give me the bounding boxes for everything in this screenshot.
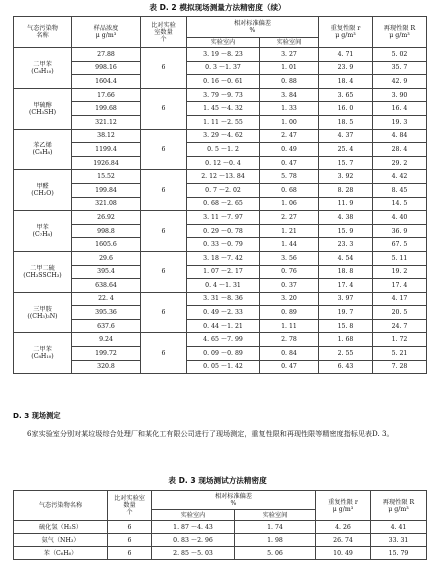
- reproducibility-cell: 28. 4: [373, 143, 427, 157]
- header-between-lab: 实验室间: [260, 38, 319, 48]
- within-lab-cell: 1. 87 ～4. 43: [152, 521, 235, 534]
- between-lab-cell: 0. 89: [260, 306, 319, 320]
- reproducibility-cell: 4. 40: [373, 211, 427, 225]
- pollutant-cell: [14, 170, 72, 211]
- reproducibility-cell: 8. 45: [373, 183, 427, 197]
- within-lab-cell: 0. 29 ～0. 78: [187, 224, 260, 238]
- within-lab-cell: 0. 44 ～1. 21: [187, 319, 260, 333]
- table-row: [14, 306, 427, 320]
- repeatability-cell: 10. 49: [316, 547, 371, 560]
- repeatability-cell: 15. 7: [319, 156, 373, 170]
- table-row: [14, 521, 427, 534]
- pollutant-formula: (C₈H₈): [32, 149, 53, 157]
- between-lab-cell: 5. 06: [235, 547, 316, 560]
- table-d2-caption: 表 D. 2 模拟现场测量方法精密度（续）: [149, 3, 286, 12]
- pollutant-cell: [14, 211, 72, 252]
- repeatability-cell: 26. 74: [316, 534, 371, 547]
- concentration-cell: 17.66: [72, 88, 141, 102]
- pollutant-name: 二甲苯: [33, 60, 52, 68]
- repeatability-cell: 18. 8: [319, 265, 373, 279]
- between-lab-cell: 1. 01: [260, 61, 319, 75]
- pollutant-name: 二甲苯: [33, 346, 52, 354]
- between-lab-cell: 3. 84: [260, 88, 319, 102]
- concentration-cell: 395.4: [72, 265, 141, 279]
- table-row: [14, 292, 427, 306]
- header-repeatability-limit: 重复性限 r μ g/m³: [319, 17, 373, 48]
- concentration-cell: 199.68: [72, 102, 141, 116]
- section-paragraph: 6家实验室分别对某垃圾综合处理厂和某化工有限公司进行了现场测定，重复性限和再现性限等精密度指标见表D. 3。: [27, 429, 394, 438]
- header-pollutant: 气态污染物 名称: [14, 17, 72, 48]
- repeatability-cell: 4. 37: [319, 129, 373, 143]
- concentration-cell: 1604.4: [72, 75, 141, 89]
- pollutant-cell: [14, 333, 72, 374]
- reproducibility-cell: 20. 5: [373, 306, 427, 320]
- repeatability-cell: 11. 9: [319, 197, 373, 211]
- repeatability-cell: 4. 38: [319, 211, 373, 225]
- lab-count-cell: 6: [141, 88, 187, 129]
- reproducibility-cell: 29. 2: [373, 156, 427, 170]
- table-d3: [13, 490, 427, 560]
- concentration-cell: 637.6: [72, 319, 141, 333]
- header-reproducibility-limit: 再现性限 R μ g/m³: [371, 491, 427, 521]
- header-within-lab: 实验室内: [187, 38, 260, 48]
- reproducibility-cell: 7. 28: [373, 360, 427, 374]
- concentration-cell: 321.08: [72, 197, 141, 211]
- table-row: [14, 129, 427, 143]
- repeatability-cell: 4. 71: [319, 48, 373, 62]
- pollutant-cell: [14, 129, 72, 170]
- between-lab-cell: 0. 37: [260, 279, 319, 293]
- lab-count-cell: 6: [141, 170, 187, 211]
- between-lab-cell: 1. 21: [260, 224, 319, 238]
- table-row: [14, 547, 427, 560]
- repeatability-cell: 23. 9: [319, 61, 373, 75]
- between-lab-cell: 2. 27: [260, 211, 319, 225]
- table-row: [14, 115, 427, 129]
- header-concentration: 样品浓度 μ g/m³: [72, 17, 141, 48]
- repeatability-cell: 4. 26: [316, 521, 371, 534]
- pollutant-name: 甲苯: [36, 224, 49, 232]
- table-row: [14, 211, 427, 225]
- concentration-cell: 26.92: [72, 211, 141, 225]
- repeatability-cell: 3. 97: [319, 292, 373, 306]
- lab-count-cell: 6: [141, 251, 187, 292]
- reproducibility-cell: 5. 21: [373, 347, 427, 361]
- pollutant-name-cell: 苯（C₆H₆）: [14, 547, 108, 560]
- table-row: [14, 143, 427, 157]
- between-lab-cell: 1. 11: [260, 319, 319, 333]
- table-row: [14, 279, 427, 293]
- within-lab-cell: 0. 4 ～1. 31: [187, 279, 260, 293]
- within-lab-cell: 0. 16 ～0. 61: [187, 75, 260, 89]
- within-lab-cell: 0. 05 ～1. 42: [187, 360, 260, 374]
- table-row: [14, 48, 427, 62]
- between-lab-cell: 3. 56: [260, 251, 319, 265]
- concentration-cell: 638.64: [72, 279, 141, 293]
- lab-count-cell: 6: [141, 129, 187, 170]
- concentration-cell: 395.36: [72, 306, 141, 320]
- pollutant-name: 甲硫醇: [33, 101, 52, 109]
- concentration-cell: 998.16: [72, 61, 141, 75]
- within-lab-cell: 0. 83 ～2. 96: [152, 534, 235, 547]
- repeatability-cell: 1. 68: [319, 333, 373, 347]
- within-lab-cell: 1. 07 ～2. 17: [187, 265, 260, 279]
- header-within-lab: 实验室内: [152, 510, 235, 521]
- within-lab-cell: 2. 12 ～13. 84: [187, 170, 260, 184]
- within-lab-cell: 1. 45 ～4. 32: [187, 102, 260, 116]
- concentration-cell: 38.12: [72, 129, 141, 143]
- header-lab-count: 比对实验 室数量 个: [141, 17, 187, 48]
- header-lab-count: 比对实验室 数量 个: [108, 491, 152, 521]
- within-lab-cell: 4. 65 ～7. 99: [187, 333, 260, 347]
- repeatability-cell: 15. 8: [319, 319, 373, 333]
- repeatability-cell: 19. 7: [319, 306, 373, 320]
- header-relative-sd: 相对标准偏差 %: [152, 491, 316, 510]
- between-lab-cell: 2. 78: [260, 333, 319, 347]
- concentration-cell: 1199.4: [72, 143, 141, 157]
- within-lab-cell: 3. 19 ～8. 23: [187, 48, 260, 62]
- concentration-cell: 9.24: [72, 333, 141, 347]
- reproducibility-cell: 17. 4: [373, 279, 427, 293]
- repeatability-cell: 15. 9: [319, 224, 373, 238]
- pollutant-formula: (C₇H₈): [32, 231, 53, 239]
- section-heading: D. 3 现场测定: [13, 411, 61, 420]
- table-row: [14, 251, 427, 265]
- reproducibility-cell: 4. 41: [371, 521, 427, 534]
- lab-count-cell: 6: [141, 211, 187, 252]
- concentration-cell: 321.12: [72, 115, 141, 129]
- reproducibility-cell: 16. 4: [373, 102, 427, 116]
- repeatability-cell: 18. 4: [319, 75, 373, 89]
- table-d3-caption: 表 D. 3 现场测试方法精密度: [168, 476, 267, 485]
- repeatability-cell: 25. 4: [319, 143, 373, 157]
- lab-count-cell: 6: [141, 292, 187, 333]
- between-lab-cell: 1. 74: [235, 521, 316, 534]
- between-lab-cell: 1. 98: [235, 534, 316, 547]
- table-row: [14, 183, 427, 197]
- reproducibility-cell: 5. 11: [373, 251, 427, 265]
- pollutant-formula: ((CH₃)₃N): [27, 312, 58, 320]
- within-lab-cell: 3. 79 ～9. 73: [187, 88, 260, 102]
- table-row: [14, 347, 427, 361]
- reproducibility-cell: 4. 17: [373, 292, 427, 306]
- lab-count-cell: 6: [108, 547, 152, 560]
- within-lab-cell: 0. 12 ～0. 4: [187, 156, 260, 170]
- header-between-lab: 实验室间: [235, 510, 316, 521]
- table-row: [14, 170, 427, 184]
- concentration-cell: 22. 4: [72, 292, 141, 306]
- table-row: [14, 319, 427, 333]
- between-lab-cell: 1. 06: [260, 197, 319, 211]
- between-lab-cell: 0. 49: [260, 143, 319, 157]
- concentration-cell: 15.52: [72, 170, 141, 184]
- pollutant-name: 三甲胺: [33, 305, 52, 313]
- within-lab-cell: 3. 18 ～7. 42: [187, 251, 260, 265]
- within-lab-cell: 0. 68 ～2. 65: [187, 197, 260, 211]
- table-row: [14, 265, 427, 279]
- repeatability-cell: 6. 43: [319, 360, 373, 374]
- table-row: [14, 156, 427, 170]
- within-lab-cell: 3. 11 ～7. 97: [187, 211, 260, 225]
- pollutant-name: 甲醛: [36, 183, 49, 191]
- between-lab-cell: 0. 68: [260, 183, 319, 197]
- repeatability-cell: 16. 0: [319, 102, 373, 116]
- lab-count-cell: 6: [141, 333, 187, 374]
- table-row: [14, 224, 427, 238]
- table-row: [14, 534, 427, 547]
- table-row: [14, 61, 427, 75]
- within-lab-cell: 0. 49 ～2. 33: [187, 306, 260, 320]
- reproducibility-cell: 15. 79: [371, 547, 427, 560]
- lab-count-cell: 6: [108, 521, 152, 534]
- concentration-cell: 1605.6: [72, 238, 141, 252]
- pollutant-name: 二甲二硫: [30, 264, 55, 272]
- repeatability-cell: 3. 92: [319, 170, 373, 184]
- pollutant-cell: [14, 251, 72, 292]
- between-lab-cell: 0. 47: [260, 156, 319, 170]
- repeatability-cell: 4. 54: [319, 251, 373, 265]
- within-lab-cell: 3. 29 ～4. 62: [187, 129, 260, 143]
- within-lab-cell: 0. 33 ～0. 79: [187, 238, 260, 252]
- between-lab-cell: 0. 76: [260, 265, 319, 279]
- table-row: [14, 88, 427, 102]
- reproducibility-cell: 36. 9: [373, 224, 427, 238]
- reproducibility-cell: 19. 3: [373, 115, 427, 129]
- reproducibility-cell: 3. 90: [373, 88, 427, 102]
- reproducibility-cell: 42. 9: [373, 75, 427, 89]
- lab-count-cell: 6: [141, 48, 187, 89]
- reproducibility-cell: 35. 7: [373, 61, 427, 75]
- lab-count-cell: 6: [108, 534, 152, 547]
- between-lab-cell: 5. 78: [260, 170, 319, 184]
- repeatability-cell: 18. 5: [319, 115, 373, 129]
- reproducibility-cell: 67. 5: [373, 238, 427, 252]
- between-lab-cell: 1. 33: [260, 102, 319, 116]
- concentration-cell: 998.8: [72, 224, 141, 238]
- pollutant-formula: (C₈H₁₀): [31, 67, 54, 75]
- pollutant-name: 苯乙烯: [33, 142, 52, 150]
- between-lab-cell: 1. 00: [260, 115, 319, 129]
- within-lab-cell: 1. 11 ～2. 55: [187, 115, 260, 129]
- reproducibility-cell: 24. 7: [373, 319, 427, 333]
- between-lab-cell: 3. 27: [260, 48, 319, 62]
- concentration-cell: 29.6: [72, 251, 141, 265]
- within-lab-cell: 0. 5 ～1. 2: [187, 143, 260, 157]
- pollutant-name-cell: 硫化氢（H₂S）: [14, 521, 108, 534]
- pollutant-name-cell: 氨气（NH₃）: [14, 534, 108, 547]
- between-lab-cell: 0. 47: [260, 360, 319, 374]
- pollutant-formula: (C₈H₁₀): [31, 353, 54, 361]
- reproducibility-cell: 14. 5: [373, 197, 427, 211]
- within-lab-cell: 0. 3 ～1. 37: [187, 61, 260, 75]
- repeatability-cell: 2. 55: [319, 347, 373, 361]
- table-row: [14, 360, 427, 374]
- between-lab-cell: 2. 47: [260, 129, 319, 143]
- concentration-cell: 1926.84: [72, 156, 141, 170]
- header-relative-sd: 相对标准偏差 %: [187, 17, 319, 38]
- pollutant-formula: (CH₃SSCH₃): [23, 271, 62, 279]
- pollutant-formula: (CH₃SH): [28, 108, 57, 116]
- reproducibility-cell: 4. 84: [373, 129, 427, 143]
- header-pollutant-name: 气态污染物名称: [14, 491, 108, 521]
- repeatability-cell: 17. 4: [319, 279, 373, 293]
- header-reproducibility-limit: 再现性限 R μ g/m³: [373, 17, 427, 48]
- within-lab-cell: 0. 09 ～0. 89: [187, 347, 260, 361]
- within-lab-cell: 0. 7 ～2. 02: [187, 183, 260, 197]
- table-row: [14, 102, 427, 116]
- reproducibility-cell: 33. 31: [371, 534, 427, 547]
- concentration-cell: 199.72: [72, 347, 141, 361]
- concentration-cell: 320.8: [72, 360, 141, 374]
- concentration-cell: 27.88: [72, 48, 141, 62]
- concentration-cell: 199.84: [72, 183, 141, 197]
- between-lab-cell: 3. 20: [260, 292, 319, 306]
- table-row: [14, 197, 427, 211]
- table-row: [14, 238, 427, 252]
- reproducibility-cell: 19. 2: [373, 265, 427, 279]
- reproducibility-cell: 5. 02: [373, 48, 427, 62]
- between-lab-cell: 1. 44: [260, 238, 319, 252]
- repeatability-cell: 3. 65: [319, 88, 373, 102]
- reproducibility-cell: 4. 42: [373, 170, 427, 184]
- header-repeatability-limit: 重复性限 r μ g/m³: [316, 491, 371, 521]
- table-d2: [13, 16, 427, 374]
- within-lab-cell: 2. 85 ～5. 03: [152, 547, 235, 560]
- repeatability-cell: 8. 28: [319, 183, 373, 197]
- between-lab-cell: 0. 88: [260, 75, 319, 89]
- pollutant-cell: [14, 88, 72, 129]
- table-row: [14, 75, 427, 89]
- reproducibility-cell: 1. 72: [373, 333, 427, 347]
- between-lab-cell: 0. 84: [260, 347, 319, 361]
- pollutant-formula: (CH₂O): [31, 190, 54, 198]
- within-lab-cell: 3. 31 ～8. 36: [187, 292, 260, 306]
- table-row: [14, 333, 427, 347]
- repeatability-cell: 23. 3: [319, 238, 373, 252]
- pollutant-cell: [14, 292, 72, 333]
- pollutant-cell: [14, 48, 72, 89]
